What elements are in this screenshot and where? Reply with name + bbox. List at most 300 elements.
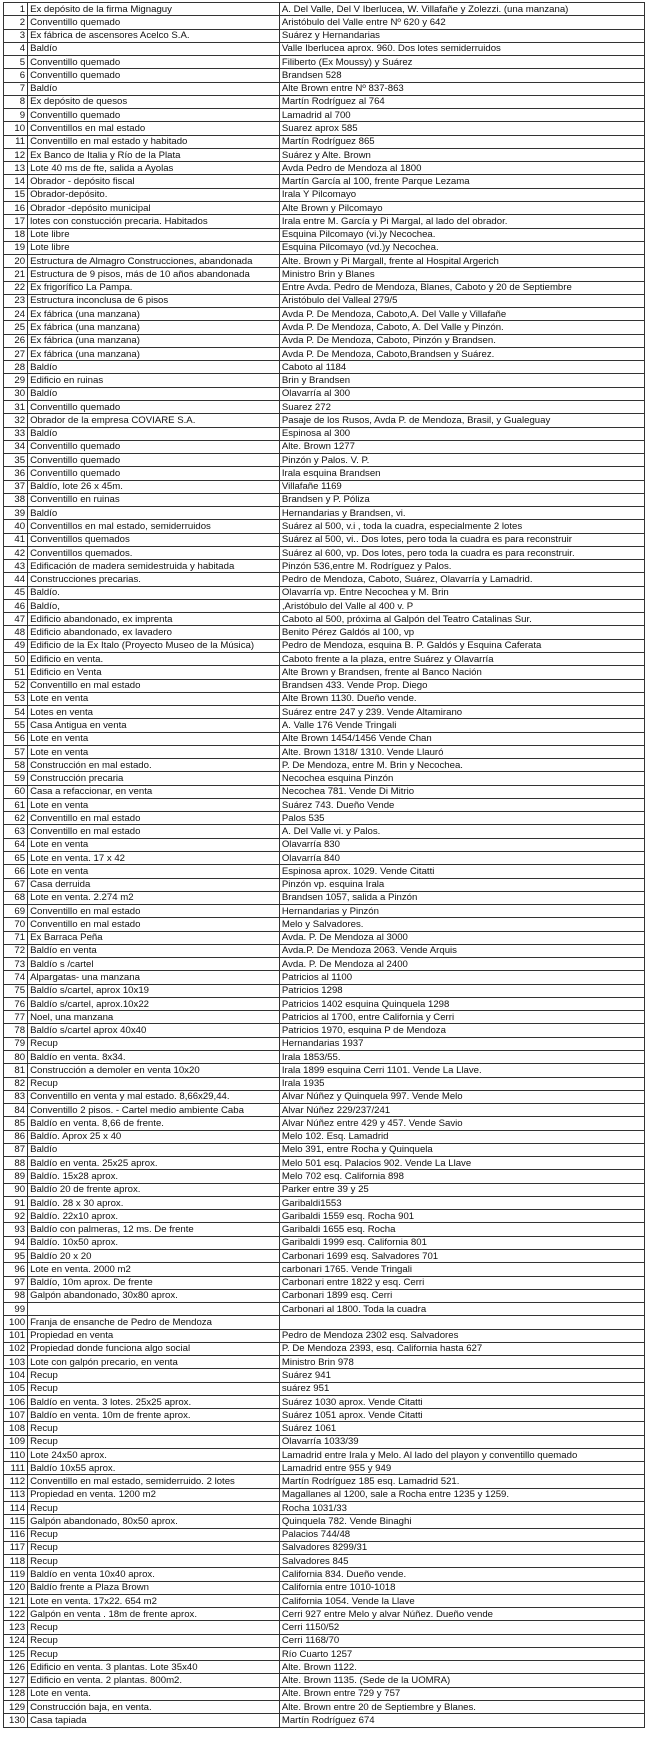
row-description: Recup bbox=[28, 1541, 280, 1554]
row-address: Magallanes al 1200, sale a Rocha entre 1235 y 1259. bbox=[279, 1488, 644, 1501]
row-address: Patricios 1970, esquina P de Mendoza bbox=[279, 1024, 644, 1037]
table-row bbox=[4, 1515, 645, 1528]
row-number: 92 bbox=[4, 1210, 28, 1223]
table-row bbox=[4, 69, 645, 82]
row-number: 46 bbox=[4, 599, 28, 612]
row-description: Baldío 20 x 20 bbox=[28, 1249, 280, 1262]
row-address: Melo 501 esq. Palacios 902. Vende La Llave bbox=[279, 1157, 644, 1170]
row-address bbox=[279, 1316, 644, 1329]
row-number: 16 bbox=[4, 201, 28, 214]
table-row bbox=[4, 347, 645, 360]
row-address: Quinquela 782. Vende Binaghi bbox=[279, 1515, 644, 1528]
table-row bbox=[4, 1714, 645, 1727]
row-address: Hernandarias y Brandsen, vi. bbox=[279, 507, 644, 520]
row-description: Baldío bbox=[28, 42, 280, 55]
row-description: Edificio en venta. 3 plantas. Lote 35x40 bbox=[28, 1661, 280, 1674]
row-address: Martín García al 100, frente Parque Lezama bbox=[279, 175, 644, 188]
row-address: Pinzón 536,entre M. Rodríguez y Palos. bbox=[279, 560, 644, 573]
table-row bbox=[4, 1196, 645, 1209]
row-address: Alte. Brown 1277 bbox=[279, 440, 644, 453]
table-row bbox=[4, 148, 645, 161]
row-description: Recup bbox=[28, 1422, 280, 1435]
table-row bbox=[4, 95, 645, 108]
table-row bbox=[4, 1090, 645, 1103]
row-number: 53 bbox=[4, 692, 28, 705]
row-address: Salvadores 845 bbox=[279, 1555, 644, 1568]
row-number: 64 bbox=[4, 838, 28, 851]
row-description: Propiedad en venta bbox=[28, 1329, 280, 1342]
row-address: Avda P. De Mendoza, Caboto, Pinzón y Brandsen. bbox=[279, 334, 644, 347]
row-address: Melo 102. Esq. Lamadrid bbox=[279, 1130, 644, 1143]
row-number: 45 bbox=[4, 586, 28, 599]
row-description: Construcción precaria bbox=[28, 772, 280, 785]
row-address: Avda P. De Mendoza, Caboto,A. Del Valle y Villafañe bbox=[279, 308, 644, 321]
row-number: 89 bbox=[4, 1170, 28, 1183]
row-number: 86 bbox=[4, 1130, 28, 1143]
row-description: Baldío con palmeras, 12 ms. De frente bbox=[28, 1223, 280, 1236]
row-description: Ex depósito de quesos bbox=[28, 95, 280, 108]
row-address: Alte. Brown 1318/ 1310. Vende Llauró bbox=[279, 745, 644, 758]
property-listing-body bbox=[4, 3, 645, 1728]
table-row bbox=[4, 122, 645, 135]
row-address: Pedro de Mendoza 2302 esq. Salvadores bbox=[279, 1329, 644, 1342]
row-address: Martín Rodríguez 185 esq. Lamadrid 521. bbox=[279, 1475, 644, 1488]
table-row bbox=[4, 1276, 645, 1289]
row-address: Garibaldi 1559 esq. Rocha 901 bbox=[279, 1210, 644, 1223]
table-row bbox=[4, 241, 645, 254]
row-address: Valle Iberlucea aprox. 960. Dos lotes semiderruidos bbox=[279, 42, 644, 55]
row-description: Baldío s/cartel aprox 40x40 bbox=[28, 1024, 280, 1037]
table-row bbox=[4, 1263, 645, 1276]
row-description: Casa derruida bbox=[28, 878, 280, 891]
row-address: Alte. Brown 1122. bbox=[279, 1661, 644, 1674]
row-description: Conventillos en mal estado bbox=[28, 122, 280, 135]
table-row bbox=[4, 1661, 645, 1674]
row-number: 65 bbox=[4, 852, 28, 865]
table-row bbox=[4, 891, 645, 904]
table-row bbox=[4, 109, 645, 122]
row-description: Baldío bbox=[28, 82, 280, 95]
table-row bbox=[4, 931, 645, 944]
row-number: 11 bbox=[4, 135, 28, 148]
table-row bbox=[4, 29, 645, 42]
row-number: 68 bbox=[4, 891, 28, 904]
row-number: 23 bbox=[4, 294, 28, 307]
table-row bbox=[4, 1462, 645, 1475]
table-row bbox=[4, 1143, 645, 1156]
row-number: 95 bbox=[4, 1249, 28, 1262]
row-description: Lote 24x50 aprox. bbox=[28, 1448, 280, 1461]
table-row bbox=[4, 82, 645, 95]
table-row bbox=[4, 759, 645, 772]
row-number: 126 bbox=[4, 1661, 28, 1674]
table-row bbox=[4, 852, 645, 865]
row-description: Edificio en venta. bbox=[28, 653, 280, 666]
row-description: Propiedad donde funciona algo social bbox=[28, 1342, 280, 1355]
table-row bbox=[4, 228, 645, 241]
row-number: 73 bbox=[4, 958, 28, 971]
table-row bbox=[4, 1488, 645, 1501]
row-address: Irala 1899 esquina Cerri 1101. Vende La Llave. bbox=[279, 1064, 644, 1077]
row-address: Avda. P. De Mendoza al 2400 bbox=[279, 958, 644, 971]
row-description: Recup bbox=[28, 1555, 280, 1568]
row-address: Esquina Pilcomayo (vi.)y Necochea. bbox=[279, 228, 644, 241]
row-number: 38 bbox=[4, 493, 28, 506]
row-description: Baldío en venta 10x40 aprox. bbox=[28, 1568, 280, 1581]
table-row bbox=[4, 1050, 645, 1063]
row-address: Villafañe 1169 bbox=[279, 480, 644, 493]
table-row bbox=[4, 520, 645, 533]
row-address: Irala entre M. García y Pi Margal, al lado del obrador. bbox=[279, 215, 644, 228]
row-description: Estructura de 9 pisos, más de 10 años abandonada bbox=[28, 268, 280, 281]
row-address: California 834. Dueño vende. bbox=[279, 1568, 644, 1581]
row-description: Obrador de la empresa COVIARE S.A. bbox=[28, 414, 280, 427]
row-address: Parker entre 39 y 25 bbox=[279, 1183, 644, 1196]
row-description: Construcción a demoler en venta 10x20 bbox=[28, 1064, 280, 1077]
table-row bbox=[4, 1037, 645, 1050]
row-number: 4 bbox=[4, 42, 28, 55]
table-row bbox=[4, 1687, 645, 1700]
table-row bbox=[4, 1249, 645, 1262]
row-description: Baldío 20 de frente aprox. bbox=[28, 1183, 280, 1196]
table-row bbox=[4, 16, 645, 29]
row-address: Necochea 781. Vende Di Mitrio bbox=[279, 785, 644, 798]
row-address: Aristóbulo del Valle entre Nº 620 y 642 bbox=[279, 16, 644, 29]
row-address: Hernandarias y Pinzón bbox=[279, 905, 644, 918]
row-address: P. De Mendoza, entre M. Brin y Necochea. bbox=[279, 759, 644, 772]
row-number: 108 bbox=[4, 1422, 28, 1435]
table-row bbox=[4, 1170, 645, 1183]
row-address: Salvadores 8299/31 bbox=[279, 1541, 644, 1554]
row-address: Alte. Brown entre 729 y 757 bbox=[279, 1687, 644, 1700]
row-address: Alte Brown y Pilcomayo bbox=[279, 201, 644, 214]
row-description: Conventillo quemado bbox=[28, 440, 280, 453]
row-number: 121 bbox=[4, 1594, 28, 1607]
table-row bbox=[4, 1157, 645, 1170]
row-description: Casa Antigua en venta bbox=[28, 719, 280, 732]
row-description: Conventillo en mal estado bbox=[28, 679, 280, 692]
row-number: 104 bbox=[4, 1369, 28, 1382]
row-address: Alte. Brown entre 20 de Septiembre y Blanes. bbox=[279, 1701, 644, 1714]
row-address: Brandsen 433. Vende Prop. Diego bbox=[279, 679, 644, 692]
row-address: Patricios 1298 bbox=[279, 984, 644, 997]
row-description: Lote en venta. 17x22. 654 m2 bbox=[28, 1594, 280, 1607]
row-number: 90 bbox=[4, 1183, 28, 1196]
row-description: Ex fábrica (una manzana) bbox=[28, 334, 280, 347]
row-address: Pinzón y Palos. V. P. bbox=[279, 454, 644, 467]
row-address: Alvar Núñez y Quinquela 997. Vende Melo bbox=[279, 1090, 644, 1103]
row-address: Alte Brown 1130. Dueño vende. bbox=[279, 692, 644, 705]
row-number: 109 bbox=[4, 1435, 28, 1448]
row-description: Ex fábrica (una manzana) bbox=[28, 308, 280, 321]
row-number: 31 bbox=[4, 400, 28, 413]
table-row bbox=[4, 1210, 645, 1223]
table-row bbox=[4, 1541, 645, 1554]
row-address: Garibaldi 1999 esq. California 801 bbox=[279, 1236, 644, 1249]
row-number: 94 bbox=[4, 1236, 28, 1249]
table-row bbox=[4, 838, 645, 851]
row-description: Conventillo 2 pisos. - Cartel medio ambiente Caba bbox=[28, 1104, 280, 1117]
row-description: Galpón abandonado, 30x80 aprox. bbox=[28, 1289, 280, 1302]
row-address: Brandsen 1057, salida a Pinzón bbox=[279, 891, 644, 904]
row-address: Irala 1853/55. bbox=[279, 1050, 644, 1063]
row-description: lotes con constucción precaria. Habitados bbox=[28, 215, 280, 228]
row-address: Río Cuarto 1257 bbox=[279, 1647, 644, 1660]
row-number: 20 bbox=[4, 255, 28, 268]
table-row bbox=[4, 387, 645, 400]
row-number: 40 bbox=[4, 520, 28, 533]
table-row bbox=[4, 798, 645, 811]
table-row bbox=[4, 997, 645, 1010]
row-description: Edificio de la Ex Italo (Proyecto Museo de la Música) bbox=[28, 639, 280, 652]
table-row bbox=[4, 1581, 645, 1594]
row-number: 30 bbox=[4, 387, 28, 400]
row-number: 70 bbox=[4, 918, 28, 931]
row-address: Irala Y Pilcomayo bbox=[279, 188, 644, 201]
row-description: Ex fábrica de ascensores Acelco S.A. bbox=[28, 29, 280, 42]
row-number: 49 bbox=[4, 639, 28, 652]
row-number: 119 bbox=[4, 1568, 28, 1581]
row-address: Irala esquina Brandsen bbox=[279, 467, 644, 480]
row-number: 67 bbox=[4, 878, 28, 891]
row-description: Conventillo quemado bbox=[28, 69, 280, 82]
table-row bbox=[4, 268, 645, 281]
row-description: Edificio en ruinas bbox=[28, 374, 280, 387]
row-number: 106 bbox=[4, 1395, 28, 1408]
row-address: California 1054. Vende la Llave bbox=[279, 1594, 644, 1607]
row-description: Conventillo en mal estado bbox=[28, 918, 280, 931]
row-address: Alte Brown entre Nº 837-863 bbox=[279, 82, 644, 95]
row-number: 87 bbox=[4, 1143, 28, 1156]
row-address: Martín Rodríguez al 764 bbox=[279, 95, 644, 108]
table-row bbox=[4, 480, 645, 493]
row-description: Recup bbox=[28, 1634, 280, 1647]
row-description: Baldío, lote 26 x 45m. bbox=[28, 480, 280, 493]
table-row bbox=[4, 1223, 645, 1236]
row-number: 2 bbox=[4, 16, 28, 29]
row-address: A. Del Valle, Del V Iberlucea, W. Villafañe y Zolezzi. (una manzana) bbox=[279, 3, 644, 16]
row-address: Caboto al 1184 bbox=[279, 361, 644, 374]
row-address: Suárez 1030 aprox. Vende Citatti bbox=[279, 1395, 644, 1408]
table-row bbox=[4, 493, 645, 506]
row-number: 127 bbox=[4, 1674, 28, 1687]
row-address: Patricios al 1700, entre California y Cerri bbox=[279, 1011, 644, 1024]
row-number: 42 bbox=[4, 546, 28, 559]
table-row bbox=[4, 1369, 645, 1382]
row-address: Pasaje de los Rusos, Avda P. de Mendoza, Brasil, y Gualeguay bbox=[279, 414, 644, 427]
row-description: Baldío s/cartel, aprox.10x22 bbox=[28, 997, 280, 1010]
row-number: 56 bbox=[4, 732, 28, 745]
row-address: Lamadrid entre 955 y 949 bbox=[279, 1462, 644, 1475]
row-address: Espinosa aprox. 1029. Vende Citatti bbox=[279, 865, 644, 878]
row-number: 113 bbox=[4, 1488, 28, 1501]
row-number: 118 bbox=[4, 1555, 28, 1568]
row-number: 79 bbox=[4, 1037, 28, 1050]
row-number: 122 bbox=[4, 1608, 28, 1621]
table-row bbox=[4, 1568, 645, 1581]
table-row bbox=[4, 653, 645, 666]
row-address: Aristóbulo del Valleal 279/5 bbox=[279, 294, 644, 307]
row-address: California entre 1010-1018 bbox=[279, 1581, 644, 1594]
table-row bbox=[4, 1528, 645, 1541]
row-address: Avda.P. De Mendoza 2063. Vende Arquis bbox=[279, 944, 644, 957]
row-number: 34 bbox=[4, 440, 28, 453]
table-row bbox=[4, 1701, 645, 1714]
row-number: 50 bbox=[4, 653, 28, 666]
row-description: Lote en venta. bbox=[28, 1687, 280, 1700]
row-description: Conventillo quemado bbox=[28, 56, 280, 69]
table-row bbox=[4, 586, 645, 599]
table-row bbox=[4, 1329, 645, 1342]
row-address: Caboto al 500, próxima al Galpón del Teatro Catalinas Sur. bbox=[279, 613, 644, 626]
row-address: Olavarría vp. Entre Necochea y M. Brin bbox=[279, 586, 644, 599]
table-row bbox=[4, 1621, 645, 1634]
table-row bbox=[4, 374, 645, 387]
row-address: Pedro de Mendoza, Caboto, Suárez, Olavarría y Lamadrid. bbox=[279, 573, 644, 586]
row-address: Alte Brown y Brandsen, frente al Banco Nación bbox=[279, 666, 644, 679]
row-number: 74 bbox=[4, 971, 28, 984]
row-description: Baldío en venta. 8x34. bbox=[28, 1050, 280, 1063]
table-row bbox=[4, 825, 645, 838]
row-number: 35 bbox=[4, 454, 28, 467]
row-address: carbonari 1765. Vende Tringali bbox=[279, 1263, 644, 1276]
row-address: Olavarría 1033/39 bbox=[279, 1435, 644, 1448]
row-address: Lamadrid al 700 bbox=[279, 109, 644, 122]
row-description bbox=[28, 1303, 280, 1316]
row-number: 55 bbox=[4, 719, 28, 732]
table-row bbox=[4, 1634, 645, 1647]
row-description: Baldío frente a Plaza Brown bbox=[28, 1581, 280, 1594]
table-row bbox=[4, 812, 645, 825]
row-number: 10 bbox=[4, 122, 28, 135]
row-description: Galpón abandonado, 80x50 aprox. bbox=[28, 1515, 280, 1528]
table-row bbox=[4, 1674, 645, 1687]
row-address: Garibaldi 1655 esq. Rocha bbox=[279, 1223, 644, 1236]
row-description: Conventillo en mal estado bbox=[28, 905, 280, 918]
row-address: Martín Rodríguez 674 bbox=[279, 1714, 644, 1727]
table-row bbox=[4, 878, 645, 891]
row-address: Carbonari 1899 esq. Cerri bbox=[279, 1289, 644, 1302]
row-address: Espinosa al 300 bbox=[279, 427, 644, 440]
row-number: 54 bbox=[4, 706, 28, 719]
row-number: 130 bbox=[4, 1714, 28, 1727]
row-address: Patricios al 1100 bbox=[279, 971, 644, 984]
row-address: ,Aristóbulo del Valle al 400 v. P bbox=[279, 599, 644, 612]
row-address: Cerri 1168/70 bbox=[279, 1634, 644, 1647]
row-description: Baldío bbox=[28, 427, 280, 440]
table-row bbox=[4, 785, 645, 798]
row-description: Baldío bbox=[28, 507, 280, 520]
row-description: Edificación de madera semidestruida y habitada bbox=[28, 560, 280, 573]
row-description: Baldío en venta. 25x25 aprox. bbox=[28, 1157, 280, 1170]
row-description: Baldío. 28 x 30 aprox. bbox=[28, 1196, 280, 1209]
row-number: 44 bbox=[4, 573, 28, 586]
row-description: Lote en venta. 17 x 42 bbox=[28, 852, 280, 865]
row-number: 7 bbox=[4, 82, 28, 95]
table-row bbox=[4, 1342, 645, 1355]
row-description: Obrador -depósito municipal bbox=[28, 201, 280, 214]
row-address: Ministro Brin 978 bbox=[279, 1356, 644, 1369]
row-address: Patricios 1402 esquina Quinquela 1298 bbox=[279, 997, 644, 1010]
row-description: Conventillo quemado bbox=[28, 109, 280, 122]
row-description: Ex Barraca Peña bbox=[28, 931, 280, 944]
table-row bbox=[4, 944, 645, 957]
table-row bbox=[4, 1064, 645, 1077]
row-number: 27 bbox=[4, 347, 28, 360]
row-description: Baldío. 15x28 aprox. bbox=[28, 1170, 280, 1183]
table-row bbox=[4, 1011, 645, 1024]
table-row bbox=[4, 361, 645, 374]
table-row bbox=[4, 255, 645, 268]
row-number: 1 bbox=[4, 3, 28, 16]
row-address: Olavarría 830 bbox=[279, 838, 644, 851]
table-row bbox=[4, 1475, 645, 1488]
row-number: 82 bbox=[4, 1077, 28, 1090]
row-number: 76 bbox=[4, 997, 28, 1010]
table-row bbox=[4, 175, 645, 188]
row-description: Recup bbox=[28, 1528, 280, 1541]
table-row bbox=[4, 719, 645, 732]
row-description: Baldío en venta. 10m de frente aprox. bbox=[28, 1409, 280, 1422]
table-row bbox=[4, 334, 645, 347]
row-description: Edificio en venta. 2 plantas. 800m2. bbox=[28, 1674, 280, 1687]
row-number: 99 bbox=[4, 1303, 28, 1316]
row-description: Recup bbox=[28, 1435, 280, 1448]
table-row bbox=[4, 1608, 645, 1621]
row-description: Casa a refaccionar, en venta bbox=[28, 785, 280, 798]
row-number: 80 bbox=[4, 1050, 28, 1063]
row-description: Lotes en venta bbox=[28, 706, 280, 719]
table-row bbox=[4, 533, 645, 546]
table-row bbox=[4, 918, 645, 931]
row-number: 110 bbox=[4, 1448, 28, 1461]
row-number: 57 bbox=[4, 745, 28, 758]
row-number: 25 bbox=[4, 321, 28, 334]
table-row bbox=[4, 666, 645, 679]
row-address: Suárez al 500, vi.. Dos lotes, pero toda la cuadra es para reconstruir bbox=[279, 533, 644, 546]
table-row bbox=[4, 56, 645, 69]
row-address: Hernandarias 1937 bbox=[279, 1037, 644, 1050]
row-description: Lote en venta. 2.274 m2 bbox=[28, 891, 280, 904]
row-number: 111 bbox=[4, 1462, 28, 1475]
row-number: 47 bbox=[4, 613, 28, 626]
row-number: 48 bbox=[4, 626, 28, 639]
row-address: Olavarría al 300 bbox=[279, 387, 644, 400]
table-row bbox=[4, 1104, 645, 1117]
row-number: 101 bbox=[4, 1329, 28, 1342]
row-description: Estructura inconclusa de 6 pisos bbox=[28, 294, 280, 307]
row-number: 58 bbox=[4, 759, 28, 772]
row-number: 96 bbox=[4, 1263, 28, 1276]
row-number: 13 bbox=[4, 162, 28, 175]
row-description: Galpón en venta . 18m de frente aprox. bbox=[28, 1608, 280, 1621]
row-number: 6 bbox=[4, 69, 28, 82]
row-description: Baldío. 22x10 aprox. bbox=[28, 1210, 280, 1223]
row-description: Obrador-depósito. bbox=[28, 188, 280, 201]
table-row bbox=[4, 440, 645, 453]
row-address: Suárez 941 bbox=[279, 1369, 644, 1382]
row-number: 18 bbox=[4, 228, 28, 241]
table-row bbox=[4, 1024, 645, 1037]
row-address: Caboto frente a la plaza, entre Suárez y Olavarría bbox=[279, 653, 644, 666]
row-description: Baldío. bbox=[28, 586, 280, 599]
row-number: 62 bbox=[4, 812, 28, 825]
table-row bbox=[4, 1316, 645, 1329]
row-address: Cerri 927 entre Melo y alvar Núñez. Dueño vende bbox=[279, 1608, 644, 1621]
table-row bbox=[4, 1303, 645, 1316]
row-address: Irala 1935 bbox=[279, 1077, 644, 1090]
row-description: Ex frigorífico La Pampa. bbox=[28, 281, 280, 294]
